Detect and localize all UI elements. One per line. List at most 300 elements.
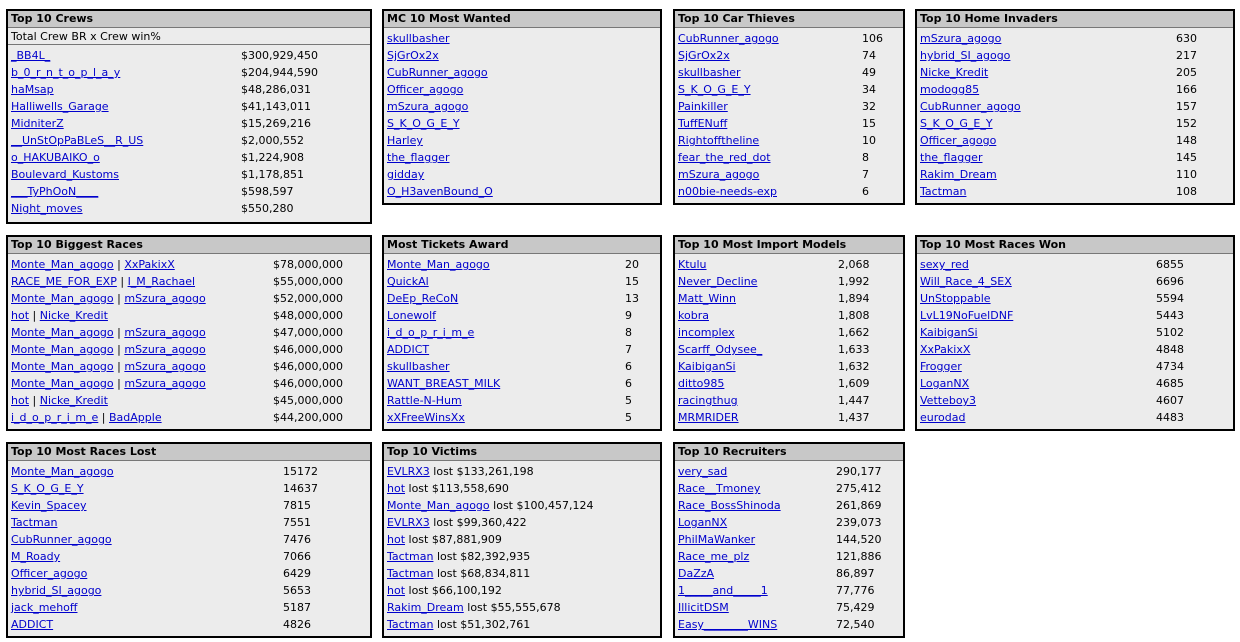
- name-cell: [387, 98, 493, 115]
- player-link[interactable]: RACE_ME_FOR_EXP: [11, 275, 117, 288]
- player-link[interactable]: Monte_Man_agogo: [11, 343, 114, 356]
- ranking-row: [387, 548, 593, 565]
- name-cell: [387, 149, 493, 166]
- ranking-row: [678, 514, 882, 531]
- name-cell: [920, 307, 1156, 324]
- value-cell: 15172: [283, 465, 318, 478]
- value-cell: 5443: [1156, 309, 1184, 322]
- value-cell: 5: [625, 411, 632, 424]
- player-link[interactable]: Rakim_Dream: [920, 168, 997, 181]
- separator: |: [113, 292, 125, 305]
- player-link[interactable]: Rattle-N-Hum: [387, 394, 462, 407]
- name-cell: [678, 166, 862, 183]
- ranking-row: [11, 183, 318, 200]
- player-link[interactable]: _BB4L_: [11, 49, 51, 62]
- ranking-row: [387, 115, 493, 132]
- player-link[interactable]: Matt_Winn: [678, 292, 736, 305]
- race-participants: [11, 375, 273, 392]
- player-link[interactable]: ADDICT: [11, 618, 54, 631]
- player-link[interactable]: skullbasher: [387, 32, 450, 45]
- player-link[interactable]: Monte_Man_agogo: [11, 377, 114, 390]
- ranking-row: [11, 81, 318, 98]
- player-link[interactable]: mSzura_agogo: [124, 377, 206, 390]
- value-cell: 32: [862, 100, 876, 113]
- player-link[interactable]: mSzura_agogo: [124, 360, 206, 373]
- name-cell: [920, 358, 1156, 375]
- name-cell: [387, 375, 625, 392]
- player-link[interactable]: eurodad: [920, 411, 966, 424]
- value-cell: 77,776: [836, 584, 875, 597]
- name-cell: [678, 132, 862, 149]
- player-link[interactable]: SjGrOx2x: [387, 49, 439, 62]
- player-link[interactable]: 1_____and_____1: [678, 584, 768, 597]
- name-cell: [11, 98, 241, 115]
- value-cell: 15: [625, 275, 639, 288]
- ranking-row: [387, 132, 493, 149]
- value-cell: 7476: [283, 533, 311, 546]
- ranking-row: [387, 183, 493, 200]
- ranking-row: [678, 497, 882, 514]
- player-link[interactable]: CubRunner_agogo: [11, 533, 112, 546]
- name-cell: [920, 256, 1156, 273]
- ranking-row: [920, 132, 1197, 149]
- name-cell: [11, 149, 241, 166]
- victim-entry: [387, 480, 593, 497]
- ranking-row: [920, 290, 1184, 307]
- player-link[interactable]: ___TyPhOoN____: [11, 185, 99, 198]
- value-cell: $598,597: [241, 185, 294, 198]
- value-cell: 5653: [283, 584, 311, 597]
- player-link[interactable]: racingthug: [678, 394, 738, 407]
- player-link[interactable]: Rakim_Dream: [387, 601, 464, 614]
- ranking-row: [387, 64, 493, 81]
- ranking-row: [11, 392, 343, 409]
- value-cell: 261,869: [836, 499, 882, 512]
- value-cell: 34: [862, 83, 876, 96]
- player-link[interactable]: XxPakixX: [920, 343, 971, 356]
- ranking-row: [11, 324, 343, 341]
- player-link[interactable]: QuickAl: [387, 275, 429, 288]
- player-link[interactable]: xXFreeWinsXx: [387, 411, 465, 424]
- ranking-row: [387, 565, 593, 582]
- separator: |: [113, 377, 125, 390]
- value-cell: 1,437: [838, 411, 870, 424]
- player-link[interactable]: haMsap: [11, 83, 54, 96]
- separator: |: [116, 275, 128, 288]
- loss-amount: lost $82,392,935: [436, 550, 531, 563]
- player-link[interactable]: Painkiller: [678, 100, 728, 113]
- player-link[interactable]: Tactman: [387, 550, 434, 563]
- ranking-row: [11, 497, 318, 514]
- victim-entry: [387, 616, 593, 633]
- player-link[interactable]: Race_me_plz: [678, 550, 750, 563]
- ranking-table: [11, 256, 343, 426]
- value-cell: 1,808: [838, 309, 870, 322]
- panel-title: Top 10 Most Races Won: [917, 237, 1233, 254]
- ranking-row: [920, 115, 1197, 132]
- player-link[interactable]: i_d_o_p_r_i_m_e: [11, 411, 99, 424]
- player-link[interactable]: Officer_agogo: [11, 567, 88, 580]
- value-cell: 630: [1176, 32, 1197, 45]
- ranking-row: [678, 256, 870, 273]
- race-participants: [11, 341, 273, 358]
- ranking-row: [678, 531, 882, 548]
- player-link[interactable]: __UnStOpPaBLeS__R_US: [11, 134, 144, 147]
- value-cell: $41,143,011: [241, 100, 311, 113]
- panel-title: Top 10 Home Invaders: [917, 11, 1233, 28]
- player-link[interactable]: fear_the_red_dot: [678, 151, 771, 164]
- player-link[interactable]: KaibiganSi: [920, 326, 978, 339]
- victim-entry: [387, 565, 593, 582]
- player-link[interactable]: mSzura_agogo: [678, 168, 760, 181]
- ranking-row: [387, 616, 593, 633]
- player-link[interactable]: mSzura_agogo: [124, 292, 206, 305]
- player-link[interactable]: Scarff_Odysee_: [678, 343, 763, 356]
- player-link[interactable]: UnStoppable: [920, 292, 991, 305]
- value-cell: 49: [862, 66, 876, 79]
- panel-top-10-most-races-lost: [6, 442, 372, 638]
- name-cell: [678, 514, 836, 531]
- player-link[interactable]: b_0_r_n_t_o_p_l_a_y: [11, 66, 121, 79]
- player-link[interactable]: O_H3avenBound_O: [387, 185, 493, 198]
- player-link[interactable]: S_K_O_G_E_Y: [920, 117, 993, 130]
- value-cell: 110: [1176, 168, 1197, 181]
- ranking-row: [11, 64, 318, 81]
- name-cell: [387, 290, 625, 307]
- player-link[interactable]: Nicke_Kredit: [39, 309, 108, 322]
- value-cell: 5594: [1156, 292, 1184, 305]
- player-link[interactable]: the_flagger: [387, 151, 450, 164]
- ranking-row: [387, 256, 639, 273]
- player-link[interactable]: S_K_O_G_E_Y: [387, 117, 460, 130]
- ranking-row: [387, 30, 493, 47]
- player-link[interactable]: CubRunner_agogo: [387, 66, 488, 79]
- player-link[interactable]: LoganNX: [678, 516, 728, 529]
- panel-top-10-home-invaders: [915, 9, 1235, 205]
- ranking-row: [11, 616, 318, 633]
- player-link[interactable]: KaibiganSi: [678, 360, 736, 373]
- ranking-row: [11, 463, 318, 480]
- value-cell: 9: [625, 309, 632, 322]
- value-cell: $1,224,908: [241, 151, 304, 164]
- name-cell: [678, 463, 836, 480]
- name-cell: [678, 392, 838, 409]
- ranking-row: [11, 582, 318, 599]
- name-cell: [920, 30, 1176, 47]
- ranking-row: [678, 392, 870, 409]
- panel-title: Top 10 Car Thieves: [675, 11, 903, 28]
- loss-amount: lost $66,100,192: [408, 584, 502, 597]
- player-link[interactable]: LoganNX: [920, 377, 970, 390]
- name-cell: [678, 81, 862, 98]
- name-cell: [678, 324, 838, 341]
- ranking-row: [11, 375, 343, 392]
- ranking-row: [678, 358, 870, 375]
- value-cell: $300,929,450: [241, 49, 318, 62]
- ranking-row: [678, 98, 883, 115]
- player-link[interactable]: jack_mehoff: [11, 601, 78, 614]
- player-link[interactable]: Nicke_Kredit: [39, 394, 108, 407]
- player-link[interactable]: hybrid_SI_agogo: [11, 584, 102, 597]
- ranking-row: [678, 565, 882, 582]
- panel-most-tickets-award: [382, 235, 662, 431]
- player-link[interactable]: MidniterZ: [11, 117, 64, 130]
- ranking-row: [387, 98, 493, 115]
- player-link[interactable]: Monte_Man_agogo: [11, 292, 114, 305]
- ranking-row: [387, 375, 639, 392]
- value-cell: 1,894: [838, 292, 870, 305]
- value-cell: 108: [1176, 185, 1197, 198]
- player-link[interactable]: hybrid_SI_agogo: [920, 49, 1011, 62]
- ranking-row: [387, 81, 493, 98]
- ranking-row: [678, 375, 870, 392]
- ranking-row: [387, 514, 593, 531]
- name-cell: [678, 183, 862, 200]
- name-cell: [387, 166, 493, 183]
- player-link[interactable]: mSzura_agogo: [387, 100, 469, 113]
- player-link[interactable]: hot: [11, 309, 30, 322]
- ranking-row: [920, 375, 1184, 392]
- name-cell: [11, 582, 283, 599]
- name-cell: [11, 166, 241, 183]
- player-link[interactable]: Frogger: [920, 360, 962, 373]
- player-link[interactable]: Officer_agogo: [387, 83, 464, 96]
- ranking-row: [678, 409, 870, 426]
- value-cell: 7: [625, 343, 632, 356]
- ranking-row: [678, 64, 883, 81]
- race-participants: [11, 307, 273, 324]
- name-cell: [920, 64, 1176, 81]
- player-link[interactable]: mSzura_agogo: [124, 326, 206, 339]
- player-link[interactable]: TuffENuff: [678, 117, 728, 130]
- name-cell: [678, 290, 838, 307]
- player-link[interactable]: mSzura_agogo: [920, 32, 1002, 45]
- player-link[interactable]: EVLRX3: [387, 465, 430, 478]
- name-cell: [11, 200, 241, 217]
- player-link[interactable]: Officer_agogo: [920, 134, 997, 147]
- player-link[interactable]: ditto985: [678, 377, 725, 390]
- separator: |: [113, 343, 125, 356]
- player-link[interactable]: i_d_o_p_r_i_m_e: [387, 326, 475, 339]
- name-cell: [387, 341, 625, 358]
- name-cell: [920, 149, 1176, 166]
- name-cell: [387, 324, 625, 341]
- player-link[interactable]: Kevin_Spacey: [11, 499, 87, 512]
- value-cell: 4826: [283, 618, 311, 631]
- value-cell: 86,897: [836, 567, 875, 580]
- ranking-row: [678, 616, 882, 633]
- ranking-row: [920, 149, 1197, 166]
- player-link[interactable]: o_HAKUBAIKO_o: [11, 151, 100, 164]
- race-amount: $45,000,000: [273, 394, 343, 407]
- player-link[interactable]: modogg85: [920, 83, 980, 96]
- victim-entry: [387, 548, 593, 565]
- player-link[interactable]: hot: [387, 584, 406, 597]
- panel-top-10-recruiters: [673, 442, 905, 638]
- separator: |: [113, 326, 125, 339]
- player-link[interactable]: Monte_Man_agogo: [11, 360, 114, 373]
- player-link[interactable]: ADDICT: [387, 343, 430, 356]
- player-link[interactable]: Race_BossShinoda: [678, 499, 781, 512]
- player-link[interactable]: Rightofftheline: [678, 134, 760, 147]
- separator: |: [29, 394, 40, 407]
- player-link[interactable]: DaZzA: [678, 567, 715, 580]
- player-link[interactable]: hot: [11, 394, 30, 407]
- player-link[interactable]: Nicke_Kredit: [920, 66, 989, 79]
- player-link[interactable]: Tactman: [387, 618, 434, 631]
- ranking-row: [11, 98, 318, 115]
- player-link[interactable]: M_Roady: [11, 550, 61, 563]
- player-link[interactable]: PhilMaWanker: [678, 533, 756, 546]
- ranking-row: [678, 273, 870, 290]
- value-cell: 6: [625, 360, 632, 373]
- player-link[interactable]: sexy_red: [920, 258, 969, 271]
- name-cell: [920, 115, 1176, 132]
- name-cell: [11, 480, 283, 497]
- ranking-row: [11, 47, 318, 64]
- player-link[interactable]: BadApple: [109, 411, 162, 424]
- player-link[interactable]: Monte_Man_agogo: [11, 258, 114, 271]
- value-cell: 6855: [1156, 258, 1184, 271]
- value-cell: 6: [862, 185, 869, 198]
- value-cell: 106: [862, 32, 883, 45]
- value-cell: 75,429: [836, 601, 875, 614]
- name-cell: [387, 409, 625, 426]
- player-link[interactable]: the_flagger: [920, 151, 983, 164]
- player-link[interactable]: IllicitDSM: [678, 601, 729, 614]
- name-cell: [678, 115, 862, 132]
- player-link[interactable]: Race__Tmoney: [678, 482, 761, 495]
- race-amount: $46,000,000: [273, 343, 343, 356]
- loss-amount: lost $51,302,761: [436, 618, 531, 631]
- value-cell: 1,662: [838, 326, 870, 339]
- ranking-row: [678, 307, 870, 324]
- player-link[interactable]: Monte_Man_agogo: [387, 499, 490, 512]
- name-cell: [678, 565, 836, 582]
- victim-entry: [387, 463, 593, 480]
- player-link[interactable]: I_M_Rachael: [127, 275, 196, 288]
- panel-top-10-most-races-won: [915, 235, 1235, 431]
- name-cell: [11, 599, 283, 616]
- name-cell: [678, 599, 836, 616]
- value-cell: 6: [625, 377, 632, 390]
- ranking-table: [678, 463, 882, 633]
- name-cell: [11, 463, 283, 480]
- player-link[interactable]: gidday: [387, 168, 425, 181]
- player-link[interactable]: kobra: [678, 309, 709, 322]
- ranking-table: [387, 256, 639, 426]
- player-link[interactable]: DeEp_ReCoN: [387, 292, 459, 305]
- ranking-row: [387, 497, 593, 514]
- player-link[interactable]: XxPakixX: [124, 258, 175, 271]
- name-cell: [678, 497, 836, 514]
- player-link[interactable]: SjGrOx2x: [678, 49, 730, 62]
- ranking-table: [387, 30, 493, 200]
- name-cell: [11, 497, 283, 514]
- player-link[interactable]: Lonewolf: [387, 309, 437, 322]
- name-cell: [920, 409, 1156, 426]
- player-link[interactable]: Vetteboy3: [920, 394, 977, 407]
- ranking-row: [11, 409, 343, 426]
- player-link[interactable]: MRMRIDER: [678, 411, 739, 424]
- ranking-row: [11, 341, 343, 358]
- player-link[interactable]: Tactman: [387, 567, 434, 580]
- name-cell: [678, 307, 838, 324]
- name-cell: [678, 256, 838, 273]
- name-cell: [387, 183, 493, 200]
- panel-top-10-victims: [382, 442, 662, 638]
- value-cell: 275,412: [836, 482, 882, 495]
- player-link[interactable]: Never_Decline: [678, 275, 758, 288]
- player-link[interactable]: Tactman: [11, 516, 58, 529]
- player-link[interactable]: Monte_Man_agogo: [387, 258, 490, 271]
- ranking-row: [11, 166, 318, 183]
- name-cell: [678, 616, 836, 633]
- player-link[interactable]: very_sad: [678, 465, 728, 478]
- player-link[interactable]: Will_Race_4_SEX: [920, 275, 1012, 288]
- player-link[interactable]: CubRunner_agogo: [920, 100, 1021, 113]
- panel-title: Top 10 Recruiters: [675, 444, 903, 461]
- player-link[interactable]: hot: [387, 482, 406, 495]
- race-participants: [11, 290, 273, 307]
- value-cell: 4734: [1156, 360, 1184, 373]
- name-cell: [11, 64, 241, 81]
- player-link[interactable]: WANT_BREAST_MILK: [387, 377, 501, 390]
- victim-entry: [387, 531, 593, 548]
- victim-entry: [387, 582, 593, 599]
- player-link[interactable]: LvL19NoFuelDNF: [920, 309, 1014, 322]
- player-link[interactable]: Night_moves: [11, 202, 83, 215]
- player-link[interactable]: Tactman: [920, 185, 967, 198]
- player-link[interactable]: Monte_Man_agogo: [11, 465, 114, 478]
- player-link[interactable]: skullbasher: [387, 360, 450, 373]
- player-link[interactable]: incomplex: [678, 326, 735, 339]
- ranking-row: [11, 149, 318, 166]
- player-link[interactable]: hot: [387, 533, 406, 546]
- player-link[interactable]: CubRunner_agogo: [678, 32, 779, 45]
- name-cell: [678, 409, 838, 426]
- name-cell: [678, 149, 862, 166]
- name-cell: [920, 392, 1156, 409]
- player-link[interactable]: Halliwells_Garage: [11, 100, 109, 113]
- ranking-row: [920, 30, 1197, 47]
- ranking-row: [387, 392, 639, 409]
- separator: |: [98, 411, 110, 424]
- ranking-row: [678, 290, 870, 307]
- player-link[interactable]: Easy________WINS: [678, 618, 778, 631]
- ranking-row: [387, 358, 639, 375]
- panel-title: Top 10 Most Import Models: [675, 237, 903, 254]
- player-link[interactable]: skullbasher: [678, 66, 741, 79]
- ranking-row: [11, 548, 318, 565]
- player-link[interactable]: Harley: [387, 134, 423, 147]
- player-link[interactable]: Ktulu: [678, 258, 707, 271]
- player-link[interactable]: n00bie-needs-exp: [678, 185, 777, 198]
- player-link[interactable]: S_K_O_G_E_Y: [678, 83, 751, 96]
- player-link[interactable]: Boulevard_Kustoms: [11, 168, 119, 181]
- name-cell: [11, 565, 283, 582]
- name-cell: [920, 81, 1176, 98]
- ranking-row: [920, 273, 1184, 290]
- name-cell: [678, 30, 862, 47]
- player-link[interactable]: S_K_O_G_E_Y: [11, 482, 84, 495]
- player-link[interactable]: EVLRX3: [387, 516, 430, 529]
- player-link[interactable]: mSzura_agogo: [124, 343, 206, 356]
- name-cell: [11, 47, 241, 64]
- ranking-row: [387, 290, 639, 307]
- ranking-row: [920, 307, 1184, 324]
- player-link[interactable]: Monte_Man_agogo: [11, 326, 114, 339]
